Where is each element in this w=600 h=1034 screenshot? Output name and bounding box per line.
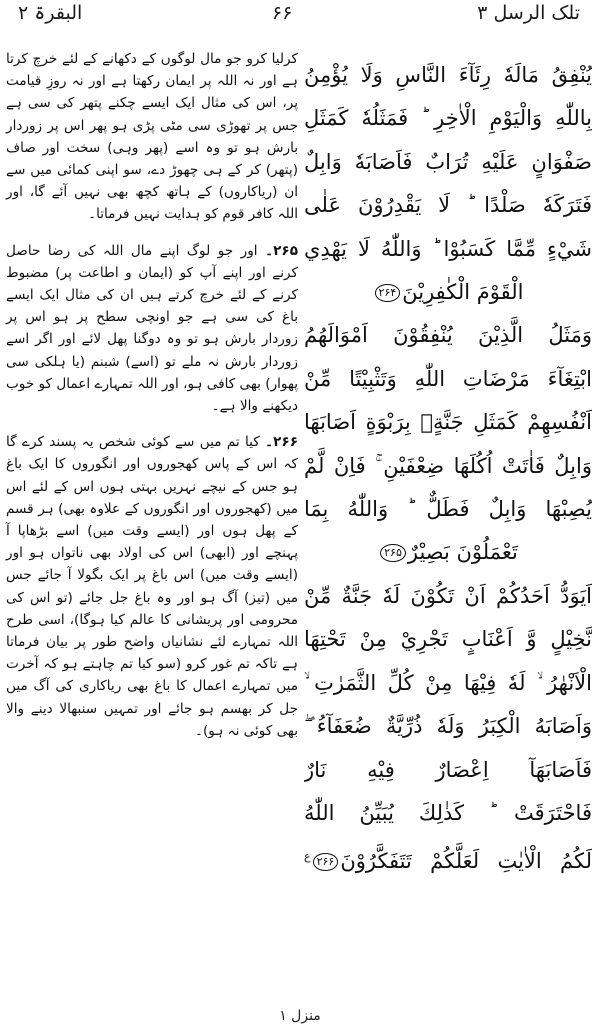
ayah-number-marker: ۲۶۵	[380, 544, 406, 562]
page-number: ۶۶	[272, 2, 293, 24]
arabic-line: اَيَوَدُّ اَحَدُكُمْ اَنْ تَكُوْنَ لَهٗ جَنَّةٌ مِّنْ	[304, 583, 592, 608]
ruku-mark: ع	[304, 850, 311, 864]
arabic-line: الْاَنْهٰرُ ۙ لَهٗ فِيْهَا مِنْ كُلِّ الثَّمَرٰتِ ۙ	[304, 670, 592, 695]
translation-text: کیا تم میں سے کوئی شخص یہ پسند کرے گا کہ اس کے پاس کھجوروں اور انگوروں کا ایک باغ ہو جس کے نیچے نہریں بہتی ہوں اس کے لئے اس میں (کھجوروں اور انگوروں کے علاوہ بھی) ہر قسم کے پھل ہوں اور (ایسے وقت میں) اسے بڑھاپا آ پہنچے اور (ابھی) اس کی اولاد بھی ناتواں ہو اور (ایسے وقت میں) اس باغ پر ایک بگولا آ جائے جس میں (تیز) آگ ہو اور وہ باغ جل جائے (تو اس کی محرومی اور پریشانی کا عالم کیا ہوگا)، اسی طرح اللہ تمہارے لئے نشانیاں واضح طور پر بیان فرماتا ہے تاکہ تم غور کرو (سو کیا تم چاہتے ہو کہ آخرت میں تمہارے اعمال کا باغ بھی ریاکاری کی آگ میں جل کر بھسم ہو جائے اور تمہیں سنبھالا دینے والا بھی کوئی نہ ہو)۔	[6, 434, 298, 739]
page-header	[0, 0, 600, 30]
translation-paragraph	[6, 240, 298, 418]
arabic-line: وَمَثَلُ الَّذِيْنَ يُنْفِقُوْنَ اَمْوَالَهُمُ	[304, 323, 592, 348]
translation-paragraph	[6, 431, 298, 742]
arabic-text-column	[304, 54, 592, 884]
arabic-line: وَاَصَابَهُ الْكِبَرُ وَلَهٗ ذُرِّيَّةٌ ضُعَفَآءُ ۖ	[304, 714, 592, 739]
arabic-line: فَاَصَابَهَآ اِعْصَارٌ فِيْهِ نَارٌ	[304, 757, 592, 782]
verse-number: ۲۶۶۔	[265, 434, 298, 451]
verse-number: ۲۶۵۔	[265, 242, 298, 259]
arabic-line: فَاحْتَرَقَتْ ؕ كَذٰلِكَ يُبَيِّنُ اللّٰهُ	[304, 800, 592, 825]
arabic-line: وَابِلٌ فَاٰتَتْ اُكُلَهَا ضِعْفَيْنِ ۚ فَاِنْ لَّمْ	[304, 453, 592, 478]
arabic-line: صَفْوَانٍ عَلَيْهِ تُرَابٌ فَاَصَابَهٗ وَابِلٌ	[304, 149, 592, 174]
arabic-line: فَتَرَكَهٗ صَلْدًا ؕ لَا يَقْدِرُوْنَ عَلٰى	[304, 193, 592, 218]
arabic-line-text: لَكُمُ الْاٰيٰتِ لَعَلَّكُمْ تَتَفَكَّرُوْنَ	[340, 849, 592, 874]
arabic-line: نَّخِيْلٍ وَّ اَعْنَابٍ تَجْرِيْ مِنْ تَحْتِهَا	[304, 627, 592, 652]
arabic-line-end-ayah	[304, 531, 592, 574]
ayah-number-marker: ۲۶۴	[375, 284, 401, 302]
manzil-footer: منزل ۱	[279, 1008, 321, 1024]
arabic-line: يُصِبْهَا وَابِلٌ فَطَلٌّ ؕ وَاللّٰهُ بِمَا	[304, 497, 592, 522]
urdu-translation-column	[6, 48, 298, 756]
arabic-line: بِاللّٰهِ وَالْيَوْمِ الْاٰخِرِ ؕ فَمَثَلُهٗ كَمَثَلِ	[304, 106, 592, 131]
translation-text: اور جو لوگ اپنے مال اللہ کی رضا حاصل کرنے اور اپنے آپ کو (ایمان و اطاعت پر) مضبوط کرنے کے لئے خرچ کرتے ہیں ان کی مثال ایک ایسے باغ کی سی ہے جو اونچی سطح پر ہو اس پر زوردار بارش ہو تو وہ دوگنا پھل لائے اور اگر اسے زوردار بارش نہ ملے تو (اسے) شبنم (یا ہلکی سی پھوار) بھی کافی ہو، اور اللہ تمہارے اعمال کو خوب دیکھنے والا ہے۔	[6, 242, 298, 415]
arabic-line: شَيْءٍ مِّمَّا كَسَبُوْا ؕ وَاللّٰهُ لَا يَهْدِي	[304, 236, 592, 261]
juz-title: تلک الرسل ۳	[477, 2, 580, 24]
arabic-line-text: تَعْمَلُوْنَ بَصِيْرٌ	[407, 540, 518, 565]
surah-title: البقرۃ ۲	[18, 2, 83, 24]
arabic-line: ابْتِغَآءَ مَرْضَاتِ اللّٰهِ وَتَثْبِيْتًا مِّنْ	[304, 366, 592, 391]
arabic-line: يُنْفِقُ مَالَهٗ رِئَآءَ النَّاسِ وَلَا يُؤْمِنُ	[304, 63, 592, 87]
ayah-number-marker: ۲۶۶	[313, 853, 339, 871]
arabic-line-end-ayah	[304, 271, 592, 314]
translation-paragraph: کرلیا کرو جو مال لوگوں کے دکھانے کے لئے خرچ کرتا ہے اور نہ اللہ پر ایمان رکھتا ہے اور نہ روزِ قیامت پر، اس کی مثال ایک ایسے چکنے پتھر کی سی ہے جس پر تھوڑی سی مٹی پڑی ہو پھر اس پر زوردار بارش ہو تو وہ اسے (پھر وہی) سخت اور صاف (پتھر) کر کے ہی چھوڑ دے، سو اپنی کمائی میں سے ان (ریاکاروں) کے ہاتھ کچھ بھی نہیں آئے گا، اور اللہ کافر قوم کو ہدایت نہیں فرماتا۔	[6, 51, 298, 223]
arabic-line-text: الْقَوْمَ الْكٰفِرِيْنَ	[402, 280, 524, 305]
arabic-line-end-ayah	[304, 835, 592, 883]
arabic-line: اَنْفُسِهِمْ كَمَثَلِ جَنَّةٍۭ بِرَبْوَةٍ اَصَابَهَا	[304, 410, 592, 435]
